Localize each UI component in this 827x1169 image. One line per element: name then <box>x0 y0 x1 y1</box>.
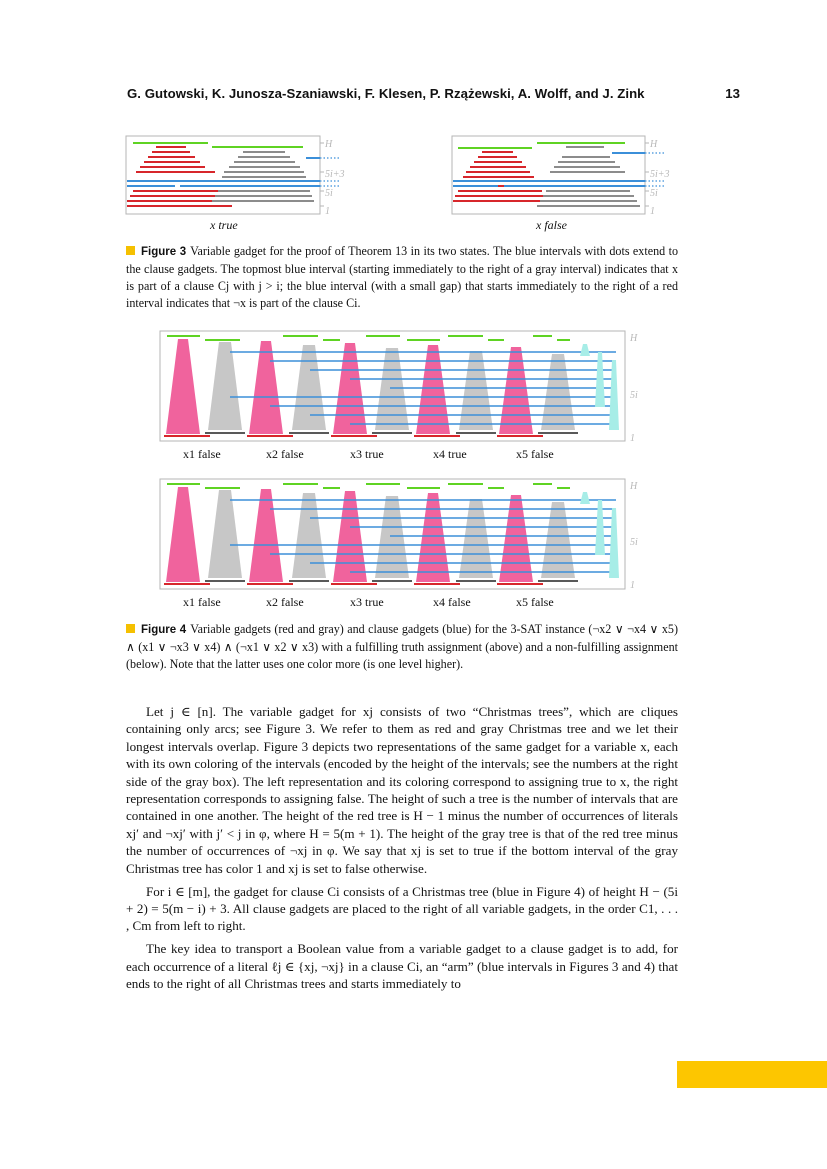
red-christmas-tree <box>249 341 283 434</box>
side-thumb-tab <box>677 1061 827 1088</box>
figure-3-caption-text: Variable gadget for the proof of Theorem 13 in its two states. The blue intervals with dots extend to the clause gadgets. The topmost blue interval (starting immediately to the right of a gray interval) indicates that x is part of a clause Cj with j > i; the blue interval (with a small gap) that starts immediately to the right of a red interval indicates that ¬x is part of the clause Ci. <box>126 244 678 310</box>
red-christmas-tree <box>333 343 367 434</box>
gray-christmas-tree <box>459 351 493 430</box>
figure-3-caption-label: Figure 3 <box>141 246 187 258</box>
fig4-top-label-x3: x3 true <box>350 447 384 461</box>
fig4-top-axis-1: 1 <box>630 433 635 444</box>
fig4-bottom-label-x3: x3 true <box>350 595 384 609</box>
figure-4-bottom-panel <box>160 479 625 589</box>
fig3-left-axis-1: 1 <box>325 206 330 217</box>
gray-christmas-tree <box>459 499 493 578</box>
fig4-bottom-axis-1: 1 <box>630 580 635 591</box>
fig4-bottom-axis-H: H <box>630 481 638 492</box>
fig4-bottom-label-x2: x2 false <box>266 595 304 609</box>
caption-marker-icon <box>126 624 135 633</box>
paragraph-2: For i ∈ [m], the gadget for clause Ci consists of a Christmas tree (blue in Figure 4) of height H − (5i + 2) = 5(m − i) + 3. All clause gadgets are placed to the right of all variable gadgets, in the order C1, . . . , Cm from left to right. <box>126 883 678 934</box>
gray-christmas-tree <box>208 342 242 430</box>
fig3-left-axis-5i: 5i <box>325 188 333 199</box>
red-christmas-tree <box>333 491 367 582</box>
fig3-right-axis-H: H <box>650 139 658 150</box>
red-christmas-tree <box>166 339 200 434</box>
paragraph-3: The key idea to transport a Boolean value from a variable gadget to a clause gadget is to add, for each occurrence of a literal ℓj ∈ {xj, ¬xj} in a clause Ci, an “arm” (blue intervals in Figures 3 and 4) that ends to the right of all Christmas trees and starts immediately to <box>126 941 678 992</box>
fig3-left-axis-5i3: 5i+3 <box>325 169 345 180</box>
blue-clause-tree <box>595 500 605 555</box>
fig4-top-label-x4: x4 true <box>433 447 467 461</box>
red-christmas-tree <box>416 345 450 434</box>
blue-clause-tree <box>580 492 590 504</box>
page-number: 13 <box>725 86 740 101</box>
fig4-top-axis-5i: 5i <box>630 390 638 401</box>
fig4-bottom-label-x5: x5 false <box>516 595 554 609</box>
red-christmas-tree <box>416 493 450 582</box>
fig4-top-label-x1: x1 false <box>183 447 221 461</box>
blue-clause-tree <box>580 344 590 356</box>
body-text <box>126 703 678 998</box>
gray-christmas-tree <box>208 490 242 578</box>
fig4-top-axis-H: H <box>630 333 638 344</box>
fig3-left-axis-H: H <box>325 139 333 150</box>
header-authors: G. Gutowski, K. Junosza-Szaniawski, F. Klesen, P. Rzążewski, A. Wolff, and J. Zink <box>127 86 645 101</box>
gray-christmas-tree <box>292 345 326 430</box>
figure-4-top-panel <box>160 331 625 441</box>
fig4-top-label-x2: x2 false <box>266 447 304 461</box>
fig3-right-label: x false <box>536 218 567 232</box>
fig4-bottom-axis-5i: 5i <box>630 537 638 548</box>
gray-christmas-tree <box>541 354 575 430</box>
fig3-right-axis-5i: 5i <box>650 188 658 199</box>
figure-4-caption <box>126 621 678 673</box>
red-christmas-tree <box>499 347 533 434</box>
red-christmas-tree <box>166 487 200 582</box>
fig3-right-axis-5i3: 5i+3 <box>650 169 670 180</box>
figure-4-caption-text: Variable gadgets (red and gray) and clause gadgets (blue) for the 3-SAT instance (¬x2 ∨ ¬x4 ∨ x5) ∧ (x1 ∨ ¬x3 ∨ x4) ∧ (¬x1 ∨ x2 ∨ x3) with a fulfilling truth assignment (above) and a non-fulfilling assignment (below). Note that the latter uses one color more (is one level higher). <box>126 622 678 671</box>
blue-clause-tree <box>595 352 605 407</box>
red-christmas-tree <box>499 495 533 582</box>
gray-christmas-tree <box>292 493 326 578</box>
fig3-left-label: x true <box>210 218 238 232</box>
fig4-top-label-x5: x5 false <box>516 447 554 461</box>
figure-4-caption-label: Figure 4 <box>141 624 187 636</box>
red-christmas-tree <box>249 489 283 582</box>
fig3-right-axis-1: 1 <box>650 206 655 217</box>
fig4-bottom-label-x4: x4 false <box>433 595 471 609</box>
paragraph-1: Let j ∈ [n]. The variable gadget for xj consists of two “Christmas trees”, which are cliques containing only arcs; see Figure 3. We refer to them as red and gray Christmas tree and we let their longest intervals overlap. Figure 3 depicts two representations of the same gadget for a variable x, each with its own coloring of the intervals (encoded by the height of the intervals; see the numbers at the right side of the gray box). The left representation and its coloring correspond to assigning true to x, the right representation corresponds to assigning false. The height of such a tree is the number of intervals that are contained in one another. The height of the red tree is H − 1 minus the number of occurrences of literals xj′ and ¬xj′ with j′ < j in φ, where H = 5(m + 1). The height of the gray tree is that of the red tree minus the number of occurrences of ¬xj in φ. We say that xj is set to true if the bottom interval of the gray Christmas tree has color 1 and xj is set to false otherwise. <box>126 704 678 876</box>
fig4-bottom-label-x1: x1 false <box>183 595 221 609</box>
gray-christmas-tree <box>541 502 575 578</box>
